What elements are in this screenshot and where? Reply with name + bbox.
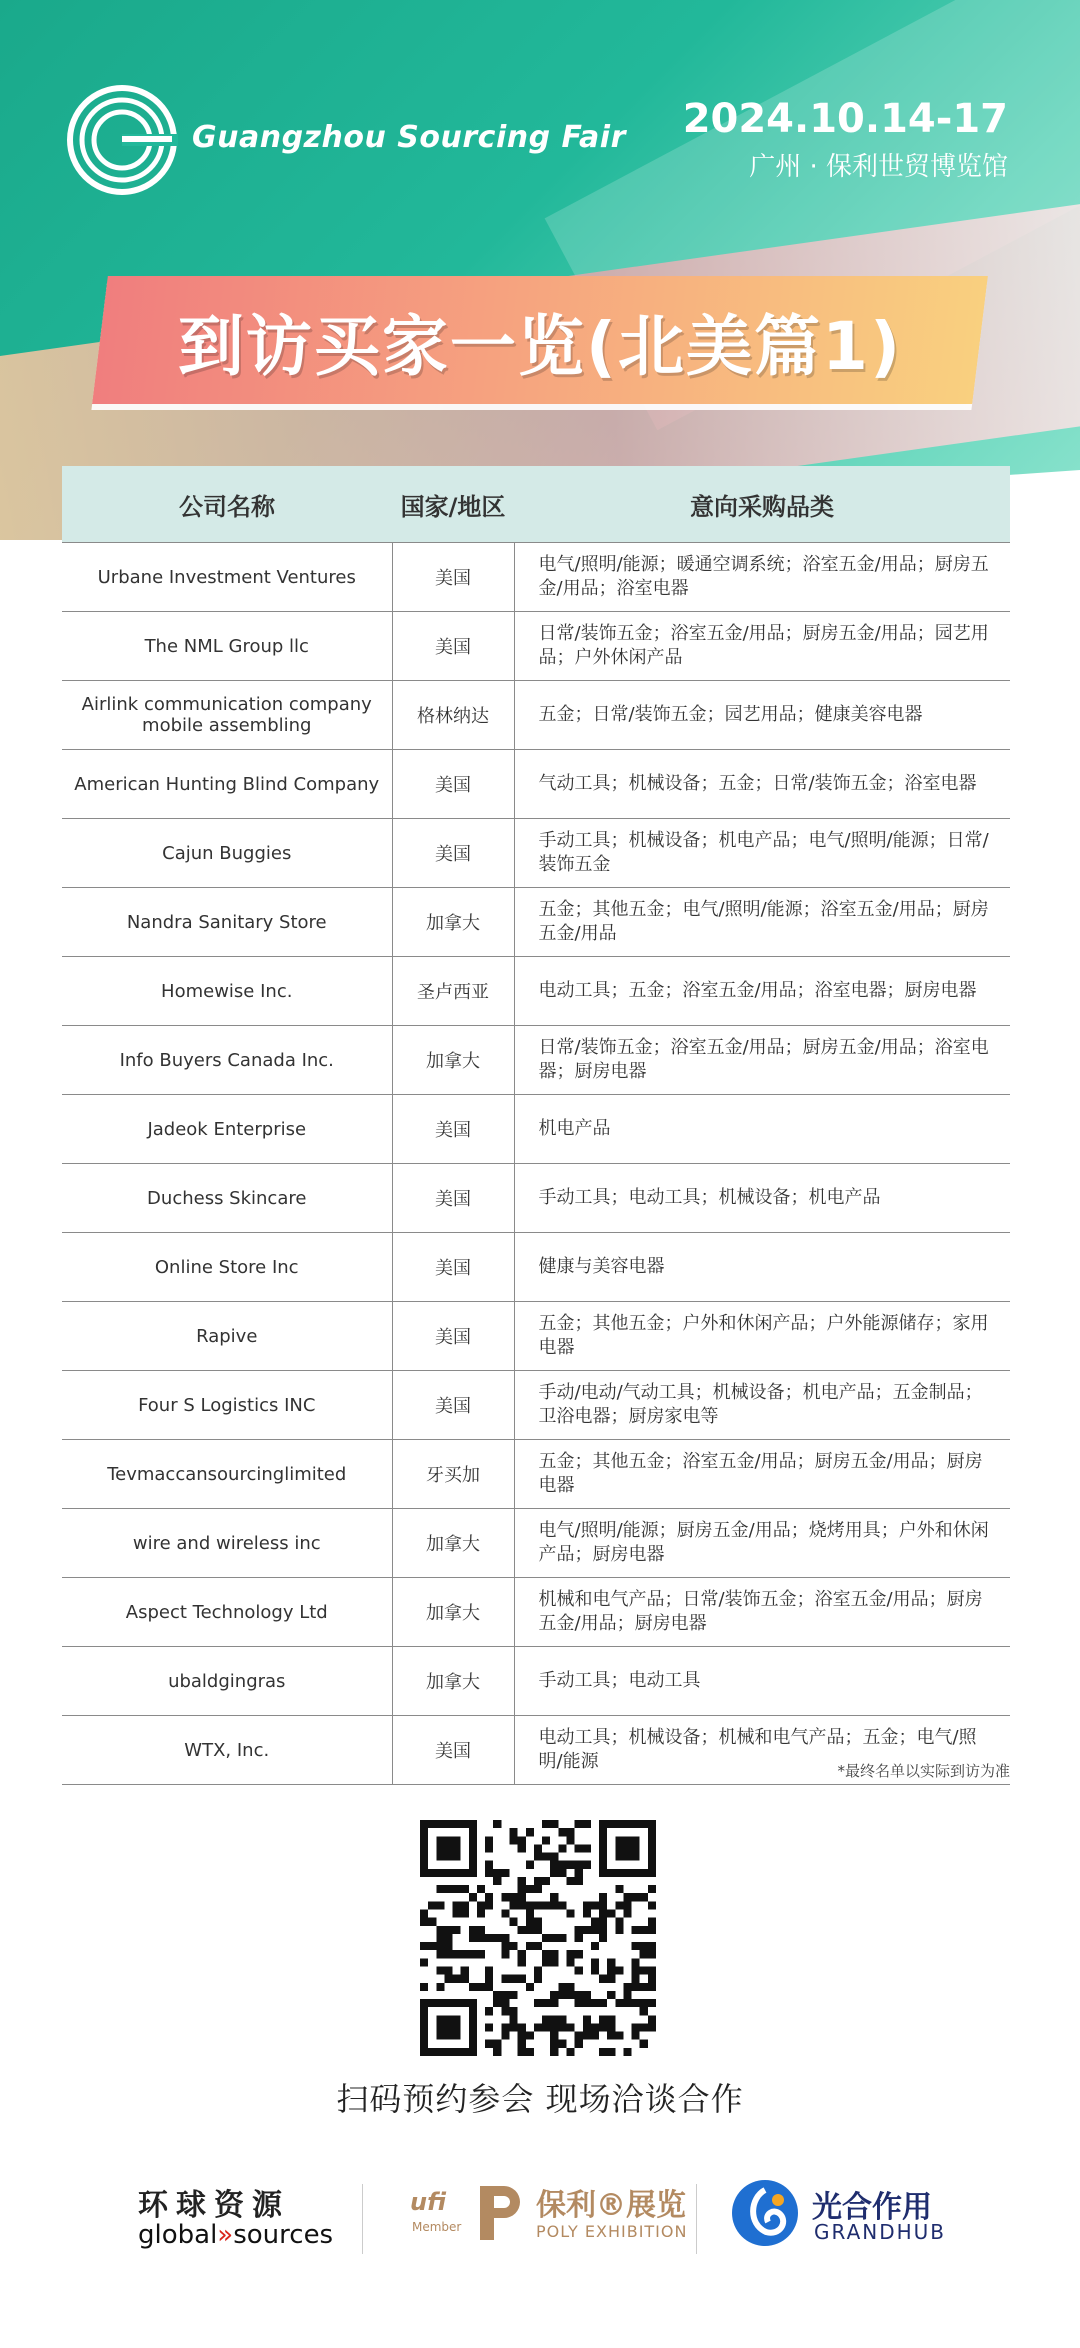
company-cell: Info Buyers Canada Inc.	[62, 1026, 392, 1095]
table-row	[62, 1302, 1010, 1371]
qr-code-icon[interactable]	[420, 1820, 656, 2056]
categories-cell: 电气/照明/能源；厨房五金/用品；烧烤用具；户外和休闲产品；厨房电器	[514, 1509, 1010, 1578]
event-venue: 广州 · 保利世贸博览馆	[749, 152, 1008, 182]
grandhub-logo-en: GRANDHUB	[814, 2220, 947, 2244]
categories-cell: 气动工具；机械设备；五金；日常/装饰五金；浴室电器	[514, 750, 1010, 819]
country-cell: 美国	[392, 543, 514, 612]
company-cell: Rapive	[62, 1302, 392, 1371]
ufi-member-label: Member	[412, 2220, 462, 2234]
table-row	[62, 1371, 1010, 1440]
country-cell: 美国	[392, 1371, 514, 1440]
table-row	[62, 1440, 1010, 1509]
categories-cell: 电动工具；机械设备；机械和电气产品；五金；电气/照明/能源	[514, 1716, 1010, 1785]
table-row	[62, 888, 1010, 957]
table-row	[62, 1164, 1010, 1233]
footnote: *最终名单以实际到访为准	[837, 1762, 1010, 1780]
country-cell: 加拿大	[392, 1647, 514, 1716]
column-header-country: 国家/地区	[392, 466, 514, 543]
categories-cell: 五金；其他五金；电气/照明/能源；浴室五金/用品；厨房五金/用品	[514, 888, 1010, 957]
table-row	[62, 819, 1010, 888]
global-sources-arrow-icon: »	[217, 2220, 234, 2250]
company-cell: Aspect Technology Ltd	[62, 1578, 392, 1647]
table-row	[62, 543, 1010, 612]
table-row	[62, 1095, 1010, 1164]
company-cell: Cajun Buggies	[62, 819, 392, 888]
table-row	[62, 1233, 1010, 1302]
event-date: 2024.10.14-17	[682, 96, 1008, 142]
country-cell: 牙买加	[392, 1440, 514, 1509]
table-row	[62, 1026, 1010, 1095]
country-cell: 美国	[392, 1302, 514, 1371]
page-title: 到访买家一览(北美篇1)	[177, 307, 903, 385]
company-cell: Urbane Investment Ventures	[62, 543, 392, 612]
categories-cell: 手动工具；电动工具	[514, 1647, 1010, 1716]
country-cell: 美国	[392, 1233, 514, 1302]
categories-cell: 健康与美容电器	[514, 1233, 1010, 1302]
fair-brand-name: Guangzhou Sourcing Fair	[192, 120, 626, 155]
table-row	[62, 612, 1010, 681]
company-cell: wire and wireless inc	[62, 1509, 392, 1578]
table-row	[62, 1647, 1010, 1716]
column-header-company: 公司名称	[62, 466, 392, 543]
company-cell: Tevmaccansourcinglimited	[62, 1440, 392, 1509]
company-cell: Homewise Inc.	[62, 957, 392, 1026]
country-cell: 圣卢西亚	[392, 957, 514, 1026]
country-cell: 美国	[392, 819, 514, 888]
poly-logo-cn: 保利®展览	[536, 2188, 686, 2223]
table-row	[62, 750, 1010, 819]
partner-logos	[0, 2160, 1080, 2280]
company-cell: Online Store Inc	[62, 1233, 392, 1302]
call-to-action: 扫码预约参会 现场洽谈合作	[336, 2080, 744, 2118]
categories-cell: 五金；其他五金；户外和休闲产品；户外能源储存；家用电器	[514, 1302, 1010, 1371]
company-cell: ubaldgingras	[62, 1647, 392, 1716]
country-cell: 加拿大	[392, 888, 514, 957]
table-row	[62, 957, 1010, 1026]
table-row	[62, 681, 1010, 750]
company-cell: Duchess Skincare	[62, 1164, 392, 1233]
categories-cell: 手动工具；机械设备；机电产品；电气/照明/能源；日常/装饰五金	[514, 819, 1010, 888]
country-cell: 美国	[392, 1164, 514, 1233]
country-cell: 美国	[392, 612, 514, 681]
country-cell: 美国	[392, 1716, 514, 1785]
country-cell: 加拿大	[392, 1578, 514, 1647]
table-row	[62, 1578, 1010, 1647]
divider	[696, 2184, 697, 2254]
table-header-row	[62, 466, 1010, 543]
poly-logo-icon	[474, 2182, 524, 2244]
company-cell: Four S Logistics INC	[62, 1371, 392, 1440]
column-header-categories: 意向采购品类	[514, 466, 1010, 543]
country-cell: 加拿大	[392, 1026, 514, 1095]
poly-logo-en: POLY EXHIBITION	[536, 2222, 688, 2241]
grandhub-logo-icon	[730, 2178, 800, 2248]
ufi-logo: ufi	[410, 2188, 446, 2216]
fair-logo-icon	[66, 84, 178, 196]
global-sources-text: global	[138, 2220, 218, 2250]
categories-cell: 手动工具；电动工具；机械设备；机电产品	[514, 1164, 1010, 1233]
global-sources-logo-cn: 环球资源	[138, 2188, 290, 2223]
company-cell: Airlink communication company mobile assembling	[62, 681, 392, 750]
table-row	[62, 1509, 1010, 1578]
company-cell: WTX, Inc.	[62, 1716, 392, 1785]
categories-cell: 机械和电气产品；日常/装饰五金；浴室五金/用品；厨房五金/用品；厨房电器	[514, 1578, 1010, 1647]
categories-cell: 机电产品	[514, 1095, 1010, 1164]
categories-cell: 五金；日常/装饰五金；园艺用品；健康美容电器	[514, 681, 1010, 750]
categories-cell: 日常/装饰五金；浴室五金/用品；厨房五金/用品；浴室电器；厨房电器	[514, 1026, 1010, 1095]
categories-cell: 日常/装饰五金；浴室五金/用品；厨房五金/用品；园艺用品；户外休闲产品	[514, 612, 1010, 681]
global-sources-logo-en	[138, 2220, 333, 2250]
categories-cell: 电动工具；五金；浴室五金/用品；浴室电器；厨房电器	[514, 957, 1010, 1026]
categories-cell: 手动/电动/气动工具；机械设备；机电产品；五金制品；卫浴电器；厨房家电等	[514, 1371, 1010, 1440]
categories-cell: 电气/照明/能源；暖通空调系统；浴室五金/用品；厨房五金/用品；浴室电器	[514, 543, 1010, 612]
grandhub-logo-cn: 光合作用	[812, 2190, 932, 2225]
country-cell: 美国	[392, 1095, 514, 1164]
country-cell: 加拿大	[392, 1509, 514, 1578]
divider	[362, 2184, 363, 2254]
country-cell: 美国	[392, 750, 514, 819]
company-cell: The NML Group llc	[62, 612, 392, 681]
company-cell: Jadeok Enterprise	[62, 1095, 392, 1164]
country-cell: 格林纳达	[392, 681, 514, 750]
header-background	[0, 0, 1080, 540]
categories-cell: 五金；其他五金；浴室五金/用品；厨房五金/用品；厨房电器	[514, 1440, 1010, 1509]
global-sources-text: sources	[233, 2220, 334, 2250]
buyer-table	[62, 466, 1010, 1785]
company-cell: American Hunting Blind Company	[62, 750, 392, 819]
company-cell: Nandra Sanitary Store	[62, 888, 392, 957]
